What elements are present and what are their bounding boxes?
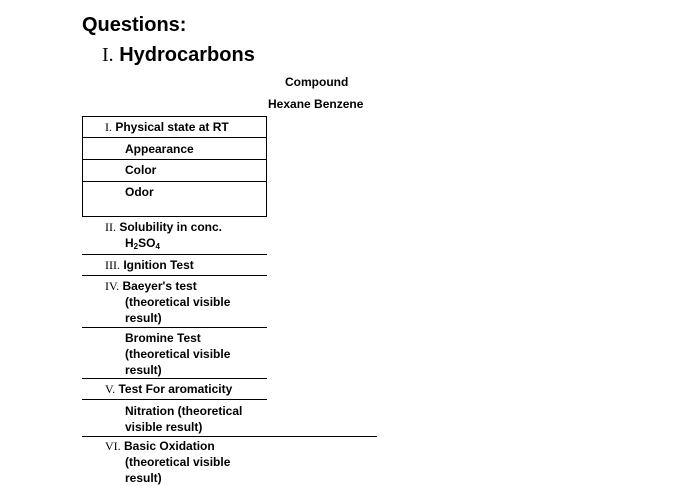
- section-numeral: I.: [102, 44, 114, 66]
- row-appearance: Appearance: [125, 142, 194, 156]
- row-nitration-line2: visible result): [125, 420, 203, 434]
- divider: [82, 275, 267, 276]
- divider: [82, 327, 267, 328]
- section-title: [102, 44, 255, 67]
- divider: [82, 159, 267, 160]
- row-oxidation-line3: result): [125, 471, 162, 485]
- page-heading: Questions:: [82, 14, 187, 36]
- row-nitration: Nitration (theoretical: [125, 404, 243, 418]
- column-headers: [268, 97, 363, 111]
- column-hexane: Hexane: [268, 97, 311, 111]
- row-color: Color: [125, 163, 157, 177]
- compound-header: Compound: [285, 75, 349, 89]
- divider: [82, 181, 267, 182]
- solubility-formula: $H_2SO_4$: [125, 236, 160, 251]
- row-baeyer: IV. Baeyer's test: [105, 279, 197, 293]
- row-odor: Odor: [125, 185, 154, 199]
- row-baeyer-line2: (theoretical visible: [125, 295, 231, 309]
- divider: [82, 399, 267, 400]
- divider: [82, 436, 377, 437]
- row-aromaticity: V. Test For aromaticity: [105, 382, 233, 396]
- divider: [82, 137, 267, 138]
- row-ignition: III. Ignition Test: [105, 258, 194, 272]
- row-bromine-line3: result): [125, 363, 162, 377]
- section-title-text: Hydrocarbons: [119, 44, 255, 66]
- row-baeyer-line3: result): [125, 311, 162, 325]
- row-bromine: Bromine Test: [125, 331, 201, 345]
- divider: [82, 378, 267, 379]
- row-oxidation: VI. Basic Oxidation: [105, 439, 215, 453]
- row-solubility: II. Solubility in conc.: [105, 220, 223, 234]
- row-physical-state: I. Physical state at RT: [105, 120, 229, 134]
- row-oxidation-line2: (theoretical visible: [125, 455, 231, 469]
- column-benzene: Benzene: [314, 97, 364, 111]
- divider: [82, 254, 267, 255]
- row-bromine-line2: (theoretical visible: [125, 347, 231, 361]
